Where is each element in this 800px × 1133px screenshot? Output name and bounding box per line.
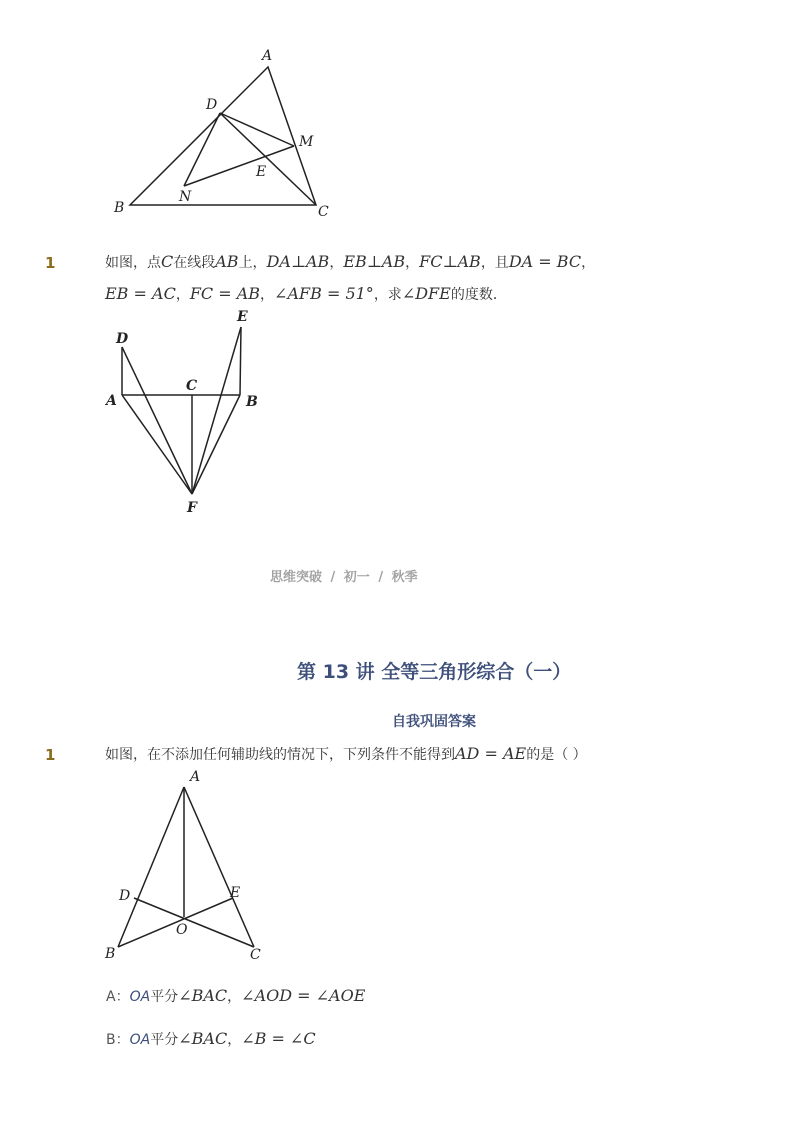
q1-text: ，: [405, 255, 420, 271]
segment-eb: [240, 327, 241, 395]
q1-text: 上，: [238, 255, 267, 271]
q1-text: ，求: [373, 287, 402, 303]
q1-math: FC⊥AB: [419, 252, 481, 271]
segment-ef: [192, 327, 241, 494]
label-A: A: [190, 769, 201, 785]
question-1-line-2: [105, 284, 507, 304]
option-text: ，: [227, 989, 242, 1005]
page-footer: 思维突破 / 初一 / 秋季: [270, 570, 418, 585]
option-math: ∠BAC: [178, 1029, 228, 1048]
label-B: B: [246, 394, 258, 410]
q2-math: AD = AE: [455, 744, 527, 763]
q1-text: ，: [260, 287, 275, 303]
q1-text: 的度数．: [450, 287, 507, 303]
label-F: F: [187, 500, 197, 516]
q1-text: 如图，点: [105, 255, 161, 271]
option-a[interactable]: [106, 986, 365, 1006]
option-text: 平分: [150, 1032, 179, 1048]
segment-dc: [220, 113, 316, 205]
q1-math: DA = BC: [508, 252, 582, 271]
segment-dm: [220, 113, 294, 146]
label-A: A: [106, 393, 117, 409]
segment-df: [122, 347, 192, 494]
label-M: M: [299, 134, 314, 150]
label-E: E: [256, 164, 267, 180]
q2-text: 如图，在不添加任何辅助线的情况下，下列条件不能得到: [105, 747, 455, 763]
q1-math: ∠AFB = 51°: [274, 284, 374, 303]
label-C: C: [250, 947, 261, 963]
label-B: B: [114, 200, 125, 216]
q1-math: FC = AB: [189, 284, 261, 303]
q1-text: ，: [329, 255, 344, 271]
option-text: 平分: [150, 989, 179, 1005]
question-number: 1: [45, 254, 56, 272]
q2-text: 的是（ ）: [526, 747, 587, 763]
q1-math: AB: [215, 252, 239, 271]
q1-math: C: [161, 252, 174, 271]
label-E: E: [237, 309, 248, 325]
option-math: ∠BAC: [178, 986, 228, 1005]
question-2-text: [105, 744, 587, 764]
label-C: C: [186, 378, 198, 394]
q1-text: 在线段: [173, 255, 216, 271]
question-1-line-1: [105, 252, 595, 272]
option-segment: OA: [129, 1032, 151, 1048]
label-C: C: [318, 204, 329, 220]
label-D: D: [206, 97, 218, 113]
label-A: A: [262, 48, 273, 64]
triangle-abc: [130, 67, 316, 205]
option-segment: OA: [129, 989, 151, 1005]
q1-math: DA⊥AB: [266, 252, 330, 271]
option-label: B：: [106, 1032, 130, 1048]
option-math: ∠B = ∠C: [241, 1029, 316, 1048]
q1-text: ，: [175, 287, 190, 303]
label-E: E: [230, 885, 241, 901]
question-number: 1: [45, 746, 56, 764]
label-O: O: [176, 922, 188, 938]
segment-af: [122, 395, 192, 494]
q1-math: EB⊥AB: [343, 252, 406, 271]
option-b[interactable]: [106, 1029, 316, 1049]
label-N: N: [179, 189, 192, 205]
label-D: D: [119, 888, 131, 904]
figure-3-diagram: [100, 765, 275, 970]
label-D: D: [116, 331, 129, 347]
q1-text: ，: [581, 255, 596, 271]
q1-math: ∠DFE: [401, 284, 451, 303]
label-B: B: [105, 946, 116, 962]
figure-1-triangle: [100, 40, 350, 230]
option-label: A：: [106, 989, 130, 1005]
q1-math: EB = AC: [105, 284, 176, 303]
option-math: ∠AOD = ∠AOE: [241, 986, 366, 1005]
section-subtitle: 自我巩固答案: [392, 714, 476, 730]
q1-text: ，且: [480, 255, 509, 271]
option-text: ，: [227, 1032, 242, 1048]
lecture-title: 第 13 讲 全等三角形综合（一）: [297, 661, 572, 683]
figure-2-diagram: [100, 305, 270, 520]
